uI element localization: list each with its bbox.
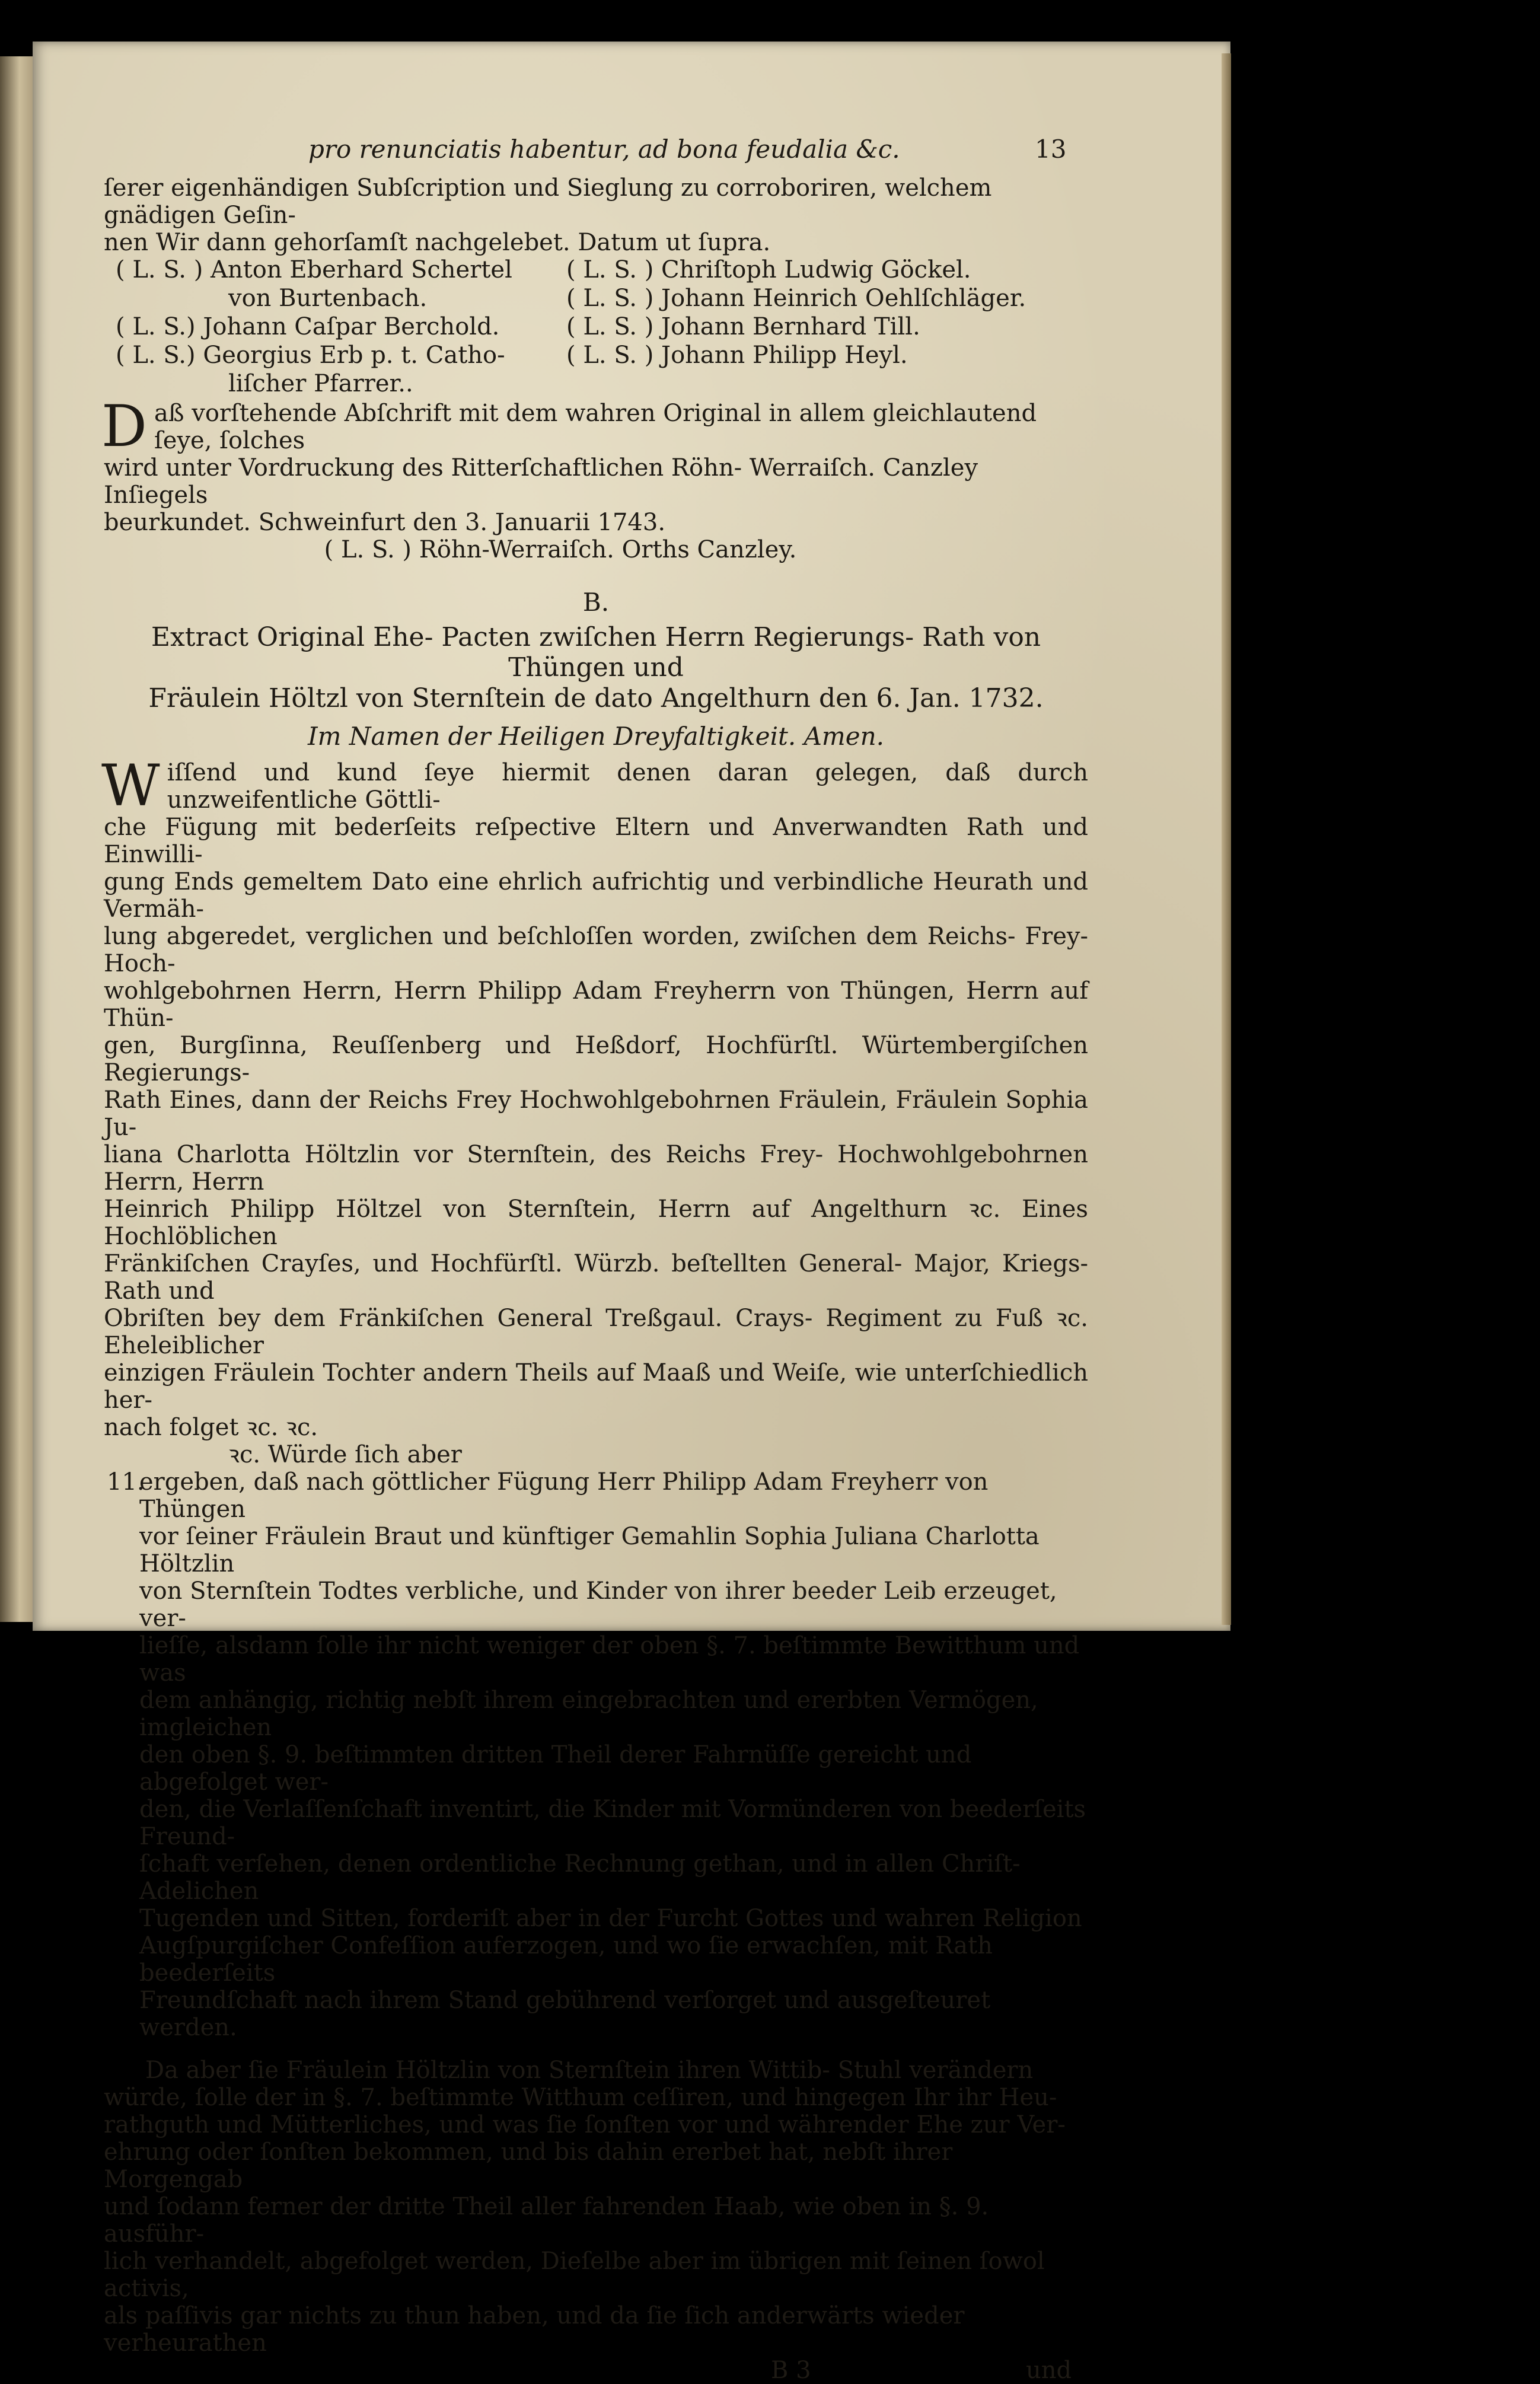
text-line — [107, 1468, 1088, 1524]
article-11 — [104, 1468, 1088, 2041]
main-paragraph — [101, 753, 1088, 1469]
catchword: und — [1026, 2357, 1072, 2384]
signature-left: von Burtenbach. — [228, 285, 428, 312]
attestation-paragraph — [101, 393, 1088, 563]
dropcap: W — [101, 753, 160, 820]
signature-left: ( L. S.) Johann Caſpar Berchold. — [116, 313, 500, 340]
text-line: Heinrich Philipp Höltzel von Sternſtein, Herrn auf Angelthurn ꝛc. Eines Hochlöblichen — [104, 1196, 1088, 1251]
text-line: Tugenden und Sitten, forderiſt aber in der Furcht Gottes und wahren Religion — [139, 1905, 1082, 1933]
article-number: 11. — [107, 1468, 145, 1496]
dropcap: D — [101, 393, 147, 460]
text-line: den, die Verlaſſenſchaft inventirt, die Kinder mit Vormünderen von beederſeits Freund- — [139, 1796, 1086, 1851]
signature-right: ( L. S. ) Johann Bernhard Till. — [566, 313, 920, 340]
text-line: lung abgeredet, verglichen und beſchloſſen worden, zwiſchen dem Reichs- Frey- Hoch- — [104, 923, 1088, 978]
text-line: ſchaft verſehen, denen ordentliche Rechnung gethan, und in allen Chriſt- Adelichen — [139, 1850, 1021, 1905]
text-line: rathguth und Mütterliches, und was ſie ſonſten vor und währender Ehe zur Ver- — [104, 2111, 1066, 2139]
text-line: wird unter Vordruckung des Ritterſchaftlichen Röhn- Werraiſch. Canzley Inſiegels — [104, 454, 978, 509]
final-paragraph — [104, 2057, 1088, 2357]
text-line: lieſſe, alsdann ſolle ihr nicht weniger der oben §. 7. beſtimmte Bewitthum und was — [139, 1632, 1080, 1687]
text-line: Da aber ſie Fräulein Höltzlin von Sternſtein ihren Wittib- Stuhl verändern — [145, 2057, 1034, 2085]
signature-right: ( L. S. ) Johann Philipp Heyl. — [566, 342, 908, 369]
signature-right — [566, 370, 1100, 397]
text-line: gen, Burgſinna, Reuſſenberg und Heßdorf, Hochfürſtl. Würtembergiſchen Regierungs- — [104, 1032, 1088, 1087]
page-number: 13 — [1035, 135, 1067, 164]
section-heading: Fräulein Höltzl von Sternſtein de dato Angelthurn den 6. Jan. 1732. — [148, 683, 1044, 714]
opening-lines — [104, 174, 1088, 256]
signature-mark: B 3 — [771, 2357, 811, 2384]
text-line: Augſpurgiſcher Confeſſion auferzogen, und wo ſie erwachſen, mit Rath beederſeits — [139, 1932, 993, 1987]
text-line: che Fügung mit bederſeits reſpective Eltern und Anverwandten Rath und Einwilli- — [104, 814, 1088, 869]
left-page-edge — [0, 56, 36, 1622]
section-heading: Extract Original Ehe- Pacten zwiſchen Herrn Regierungs- Rath von Thüngen und — [151, 622, 1041, 683]
signature-right: ( L. S. ) Johann Heinrich Oehlſchläger. — [566, 285, 1026, 312]
article-text: ergeben, daß nach göttlicher Fügung Herr Philipp Adam Freyherr von Thüngen — [139, 1468, 989, 1524]
text-line: iſſend und kund ſeye hiermit denen daran gelegen, daß durch unzweifentliche Göttli- — [167, 759, 1088, 814]
text-line: würde, ſolle der in §. 7. beſtimmte Witthum ceſſiren, und hingegen Ihr ihr Heu- — [104, 2084, 1057, 2112]
signature-left: ( L. S.) Georgius Erb p. t. Catho- — [116, 342, 505, 369]
text-line: lich verhandelt, abgefolget werden, Dieſelbe aber im übrigen mit ſeinen ſowol activis, — [104, 2248, 1045, 2303]
text-line: gung Ends gemeltem Dato eine ehrlich aufrichtig und verbindliche Heurath und Vermäh- — [104, 868, 1088, 923]
text-line: nach folget ꝛc. ꝛc. — [104, 1414, 318, 1442]
text-line: ehrung oder ſonſten bekommen, und bis dahin ererbet hat, nebſt ihrer Morgengab — [104, 2138, 953, 2194]
text-line: Rath Eines, dann der Reichs Frey Hochwohlgebohrnen Fräulein, Fräulein Sophia Ju- — [104, 1086, 1088, 1142]
running-head — [104, 135, 1088, 171]
text-line: liana Charlotta Höltzlin vor Sternſtein, des Reichs Frey- Hochwohlgebohrnen Herrn, Herrn — [104, 1141, 1088, 1196]
signature-left: ( L. S. ) Anton Eberhard Schertel — [116, 256, 512, 283]
text-line: als paſſivis gar nichts zu thun haben, und da ſie ſich anderwärts wieder verheurathen — [104, 2302, 965, 2357]
invocation: Im Namen der Heiligen Dreyfaltigkeit. Amen. — [307, 722, 884, 751]
page-text — [101, 135, 1088, 2384]
text-line: nen Wir dann gehorſamſt nachgelebet. Datum ut ſupra. — [104, 229, 771, 256]
text-line: ꝛc. Würde ſich aber — [228, 1441, 462, 1469]
text-line: und ſodann ferner der dritte Theil aller fahrenden Haab, wie oben in §. 9. ausführ- — [104, 2193, 989, 2248]
seal-line: ( L. S. ) Röhn-Werraiſch. Orths Canzley. — [324, 536, 797, 563]
text-line: aß vorſtehende Abſchrift mit dem wahren Original in allem gleichlautend ſeye, ſolches — [154, 400, 1037, 454]
signature-block — [116, 256, 1088, 397]
text-line: Freundſchaft nach ihrem Stand gebührend verſorget und ausgeſteuret werden. — [139, 1987, 991, 2042]
section-letter: B. — [582, 588, 610, 617]
page-footer — [104, 2357, 1088, 2383]
text-line: einzigen Fräulein Tochter andern Theils auf Maaß und Weiſe, wie unterſchiedlich her- — [104, 1359, 1088, 1414]
text-line: beurkundet. Schweinfurt den 3. Januarii 1743. — [104, 509, 666, 536]
text-line: vor ſeiner Fräulein Braut und künftiger Gemahlin Sophia Juliana Charlotta Höltzlin — [139, 1523, 1040, 1578]
text-line: dem anhängig, richtig nebſt ihrem eingebrachten und ererbten Vermögen, imgleichen — [139, 1687, 1038, 1742]
text-line: den oben §. 9. beſtimmten dritten Theil derer Fahrnüſſe gereicht und abgefolget wer- — [139, 1741, 972, 1796]
text-line: Obriſten bey dem Fränkiſchen General Treßgaul. Crays- Regiment zu Fuß ꝛc. Eheleiblicher — [104, 1305, 1088, 1360]
page-right-edge — [1222, 53, 1231, 1625]
signature-left: liſcher Pfarrer.. — [228, 370, 413, 397]
text-line: ſerer eigenhändigen Subſcription und Sieglung zu corroboriren, welchem gnädigen Geſin- — [104, 174, 992, 229]
text-line: wohlgebohrnen Herrn, Herrn Philipp Adam Freyherrn von Thüngen, Herrn auf Thün- — [104, 977, 1088, 1032]
text-line: von Sternſtein Todtes verbliche, und Kinder von ihrer beeder Leib erzeuget, ver- — [139, 1577, 1057, 1633]
text-line: Fränkiſchen Crayſes, und Hochfürſtl. Würzb. beſtellten General- Major, Kriegs- Rath und — [104, 1250, 1088, 1305]
signature-right: ( L. S. ) Chriſtoph Ludwig Göckel. — [566, 256, 971, 283]
running-head-title: pro renunciatis habentur, ad bona feudalia &c. — [308, 135, 900, 164]
